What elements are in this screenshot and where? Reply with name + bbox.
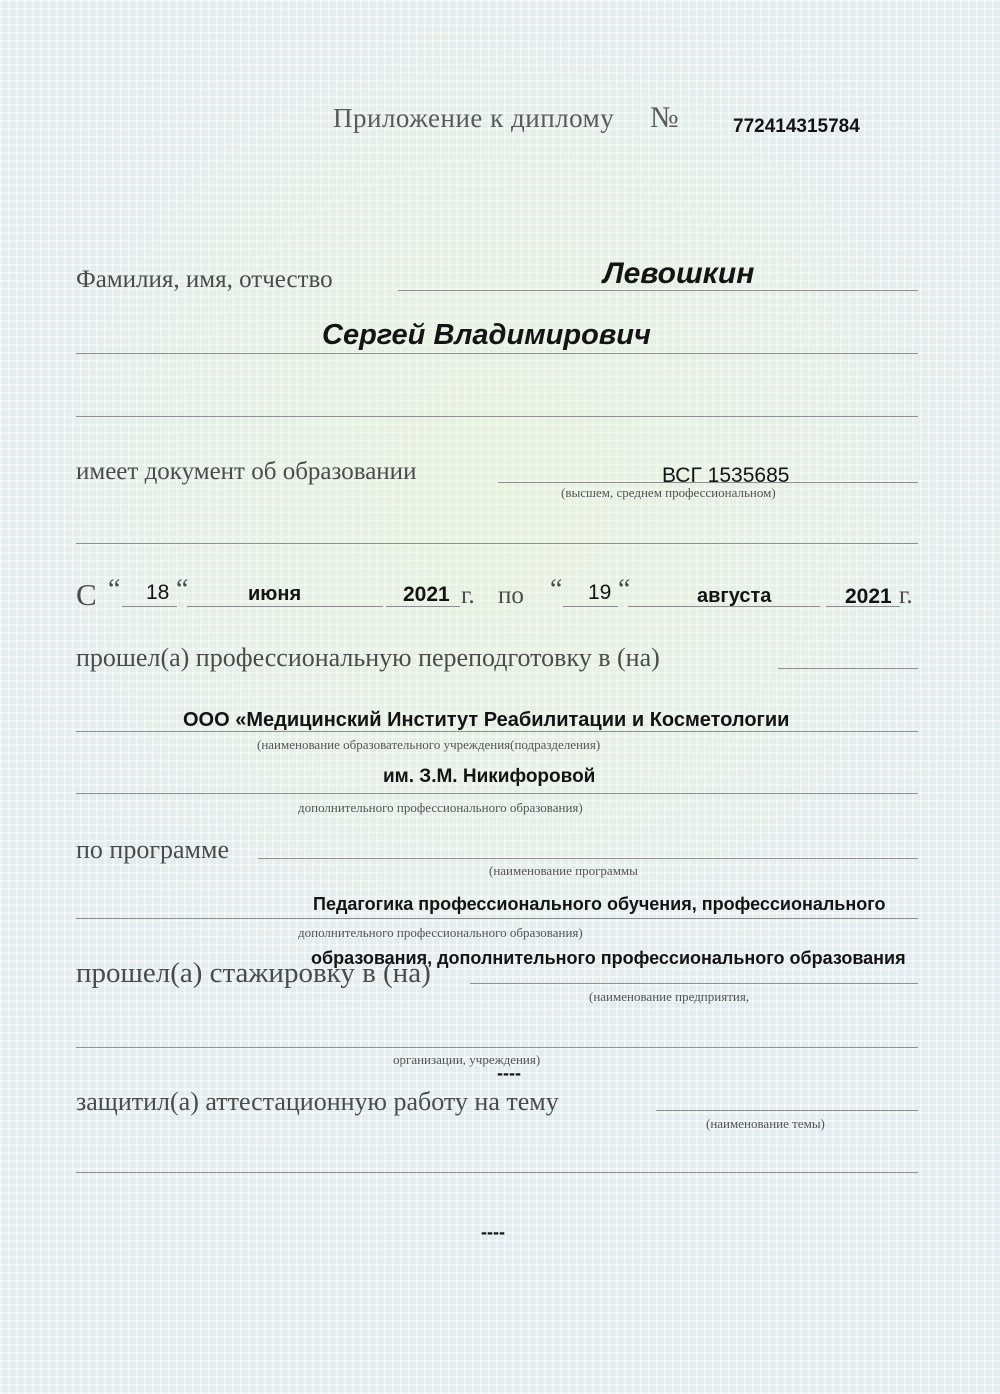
fio-label: Фамилия, имя, отчество [76,266,333,293]
program-line-2 [76,918,918,919]
program-label: по программе [76,835,229,864]
to-year: 2021 [845,585,892,608]
to-year-suffix: г. [899,582,913,609]
from-day-line [122,606,177,607]
thesis-label: защитил(а) аттестационную работу на тему [76,1087,559,1116]
to-close-quote: “ [618,574,631,605]
retraining-label: прошел(а) профессиональную переподготовку в (на) [76,643,660,672]
internship-value: ---- [497,1063,521,1083]
number-sign: № [650,101,679,134]
from-year-suffix: г. [461,582,475,609]
education-doc-label: имеет документ об образовании [76,458,417,485]
from-month-line [187,606,383,607]
internship-hint-2: организации, учреждения) [393,1052,541,1067]
institution-line-2 [76,793,918,794]
program-line [258,858,918,859]
from-day: 18 [146,581,170,604]
from-open-quote: “ [108,574,121,605]
internship-line-2 [76,1047,918,1048]
education-doc-hint: (высшем, среднем профессиональном) [561,485,776,500]
from-label: С [76,577,97,612]
program-name-line-2: образования, дополнительного профессионального образования [311,948,906,968]
from-close-quote: “ [176,574,189,605]
diploma-number: 772414315784 [733,116,860,137]
from-year: 2021 [403,583,450,606]
to-day: 19 [588,581,612,604]
education-doc-line-2 [76,543,918,544]
institution-name-line-2: им. З.М. Никифоровой [383,766,596,787]
to-label: по [498,582,524,609]
internship-line [470,983,918,984]
thesis-line [656,1110,918,1111]
from-month: июня [248,583,302,605]
thesis-line-2 [76,1172,918,1173]
program-name-line-1: Педагогика профессионального обучения, профессионального [313,894,886,914]
thesis-value: ---- [481,1222,505,1242]
program-hint-1: (наименование программы [489,863,638,878]
fio-line-3 [76,416,918,417]
institution-line-1 [76,731,918,732]
last-name: Левошкин [603,257,755,290]
education-doc-value: ВСГ 1535685 [662,464,790,487]
program-hint-2: дополнительного профессионального образования) [298,925,583,940]
thesis-hint: (наименование темы) [706,1116,825,1131]
institution-name-line-1: ООО «Медицинский Институт Реабилитации и Косметологии [183,709,790,731]
institution-hint-2: дополнительного профессионального образования) [298,800,583,815]
internship-hint-1: (наименование предприятия, [589,989,750,1004]
to-month: августа [697,585,772,607]
to-day-line [563,606,618,607]
internship-label: прошел(а) стажировку в (на) [76,957,431,989]
fio-line-2 [76,353,918,354]
first-middle-name: Сергей Владимирович [322,319,651,351]
institution-hint-1: (наименование образовательного учреждения(подразделения) [257,737,601,752]
to-open-quote: “ [550,574,563,605]
document-title: Приложение к диплому [333,103,615,133]
retraining-line [778,668,918,669]
